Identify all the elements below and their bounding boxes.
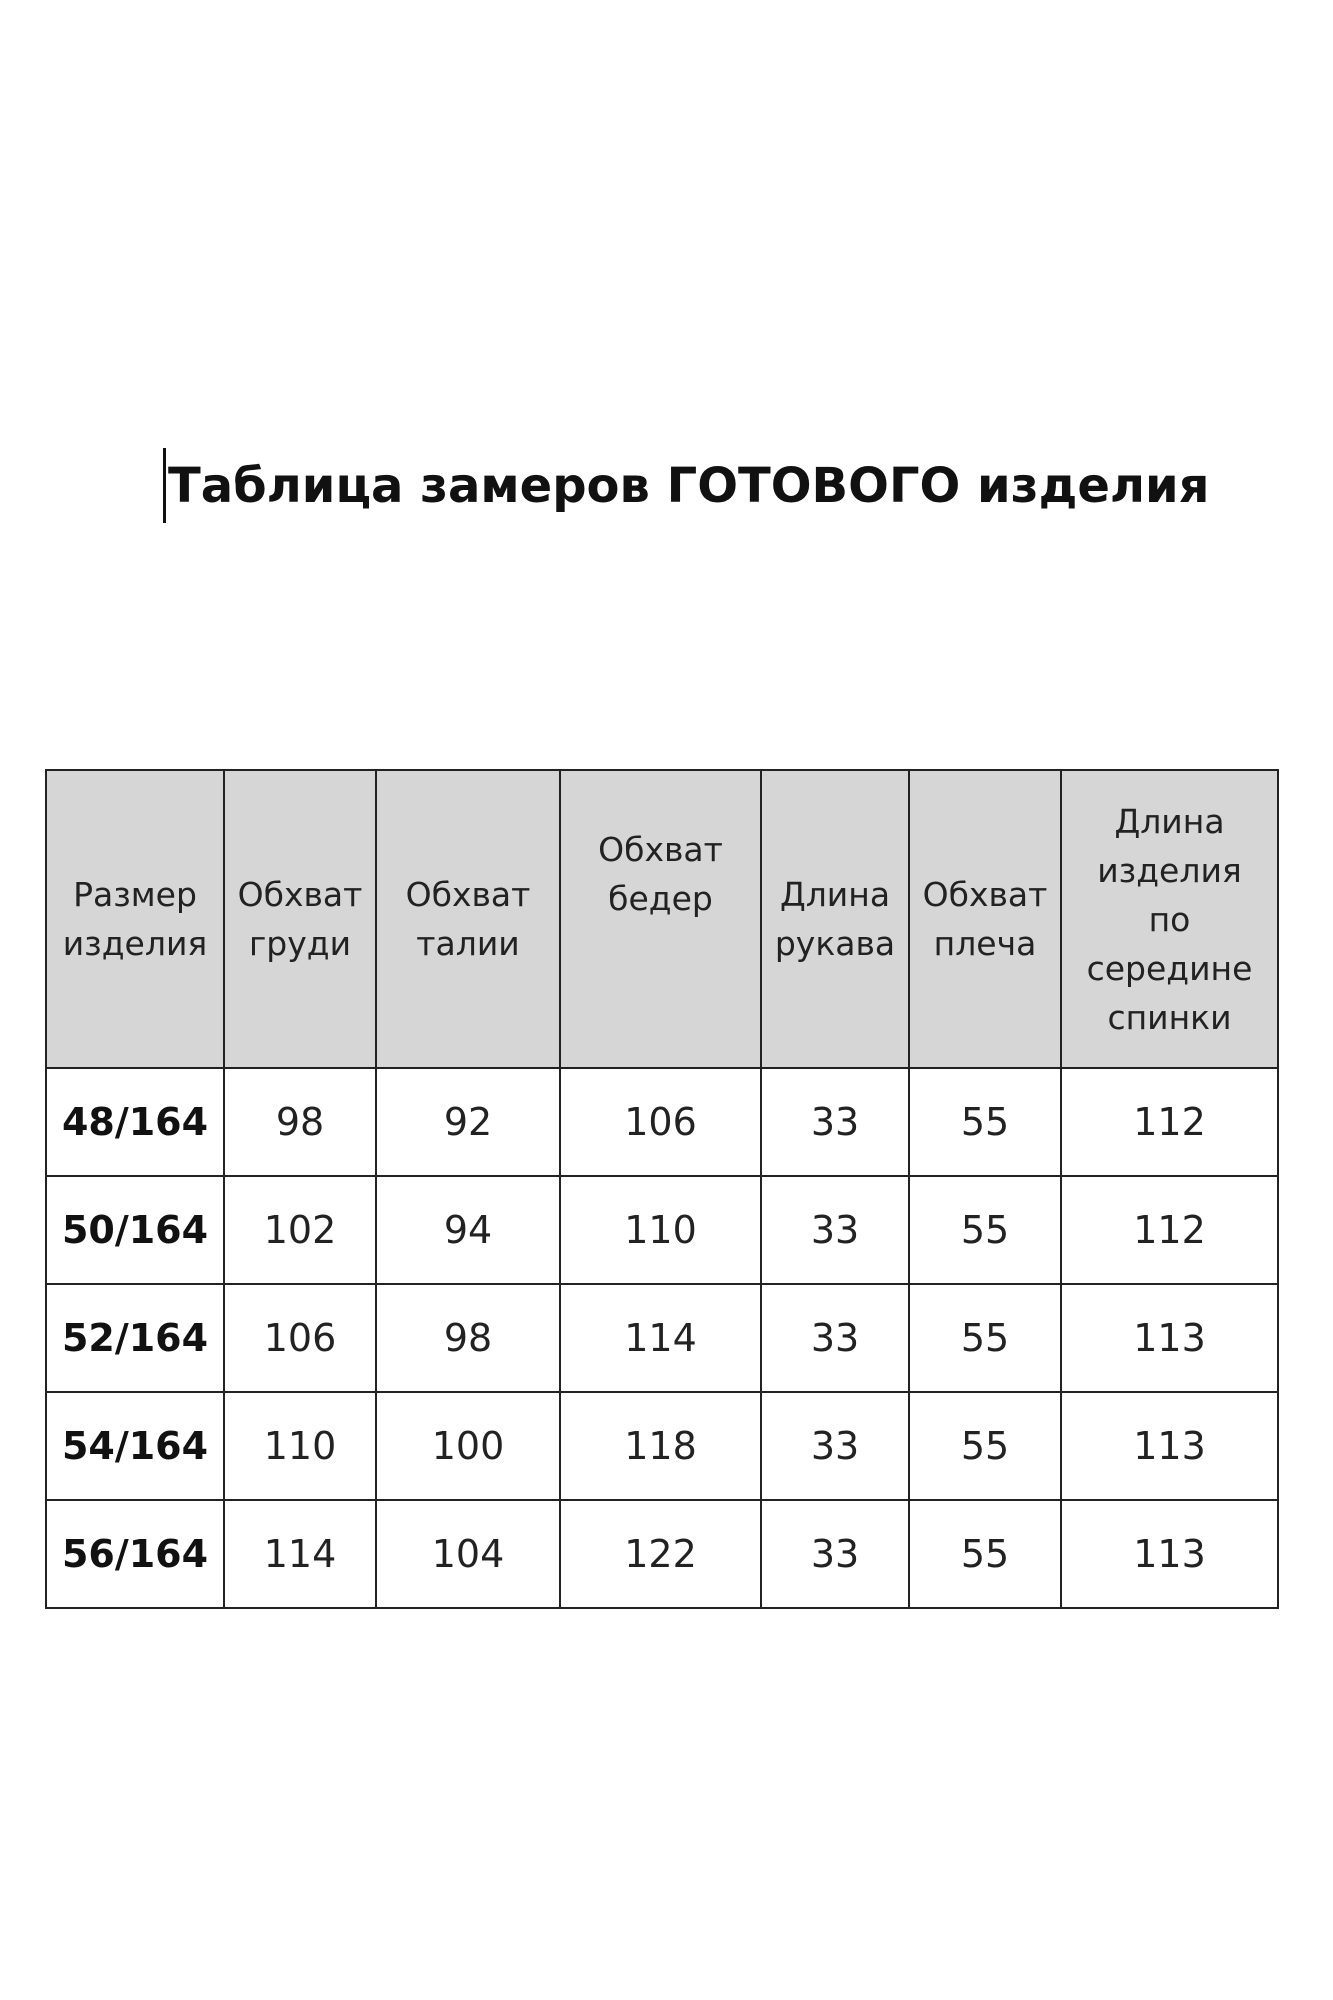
back-length-cell: 113 (1061, 1500, 1278, 1608)
size-cell: 56/164 (46, 1500, 224, 1608)
header-back-length: Длина изделия по середине спинки (1061, 770, 1278, 1068)
header-size: Размер изделия (46, 770, 224, 1068)
hips-cell: 122 (560, 1500, 761, 1608)
size-cell: 48/164 (46, 1068, 224, 1176)
chest-cell: 110 (224, 1392, 376, 1500)
shoulder-cell: 55 (909, 1284, 1061, 1392)
shoulder-cell: 55 (909, 1392, 1061, 1500)
hips-cell: 110 (560, 1176, 761, 1284)
size-cell: 52/164 (46, 1284, 224, 1392)
hips-cell: 106 (560, 1068, 761, 1176)
size-table (45, 769, 1279, 1609)
chest-cell: 98 (224, 1068, 376, 1176)
header-chest: Обхват груди (224, 770, 376, 1068)
hips-cell: 114 (560, 1284, 761, 1392)
shoulder-cell: 55 (909, 1500, 1061, 1608)
sleeve-cell: 33 (761, 1392, 909, 1500)
chest-cell: 114 (224, 1500, 376, 1608)
size-cell: 54/164 (46, 1392, 224, 1500)
table-row (46, 1392, 1278, 1500)
waist-cell: 94 (376, 1176, 560, 1284)
waist-cell: 92 (376, 1068, 560, 1176)
waist-cell: 104 (376, 1500, 560, 1608)
sleeve-cell: 33 (761, 1068, 909, 1176)
table-row (46, 1500, 1278, 1608)
table-row (46, 1176, 1278, 1284)
header-hips: Обхват бедер (560, 770, 761, 1068)
waist-cell: 100 (376, 1392, 560, 1500)
back-length-cell: 112 (1061, 1176, 1278, 1284)
table-header-row (46, 770, 1278, 1068)
sleeve-cell: 33 (761, 1284, 909, 1392)
header-waist: Обхват талии (376, 770, 560, 1068)
shoulder-cell: 55 (909, 1176, 1061, 1284)
back-length-cell: 113 (1061, 1284, 1278, 1392)
header-sleeve-length: Длина рукава (761, 770, 909, 1068)
table-row (46, 1284, 1278, 1392)
page-title: Таблица замеров ГОТОВОГО изделия (168, 458, 1210, 514)
sleeve-cell: 33 (761, 1500, 909, 1608)
hips-cell: 118 (560, 1392, 761, 1500)
sleeve-cell: 33 (761, 1176, 909, 1284)
shoulder-cell: 55 (909, 1068, 1061, 1176)
waist-cell: 98 (376, 1284, 560, 1392)
back-length-cell: 112 (1061, 1068, 1278, 1176)
size-cell: 50/164 (46, 1176, 224, 1284)
chest-cell: 102 (224, 1176, 376, 1284)
text-cursor (163, 448, 166, 523)
chest-cell: 106 (224, 1284, 376, 1392)
back-length-cell: 113 (1061, 1392, 1278, 1500)
table-row (46, 1068, 1278, 1176)
header-shoulder: Обхват плеча (909, 770, 1061, 1068)
